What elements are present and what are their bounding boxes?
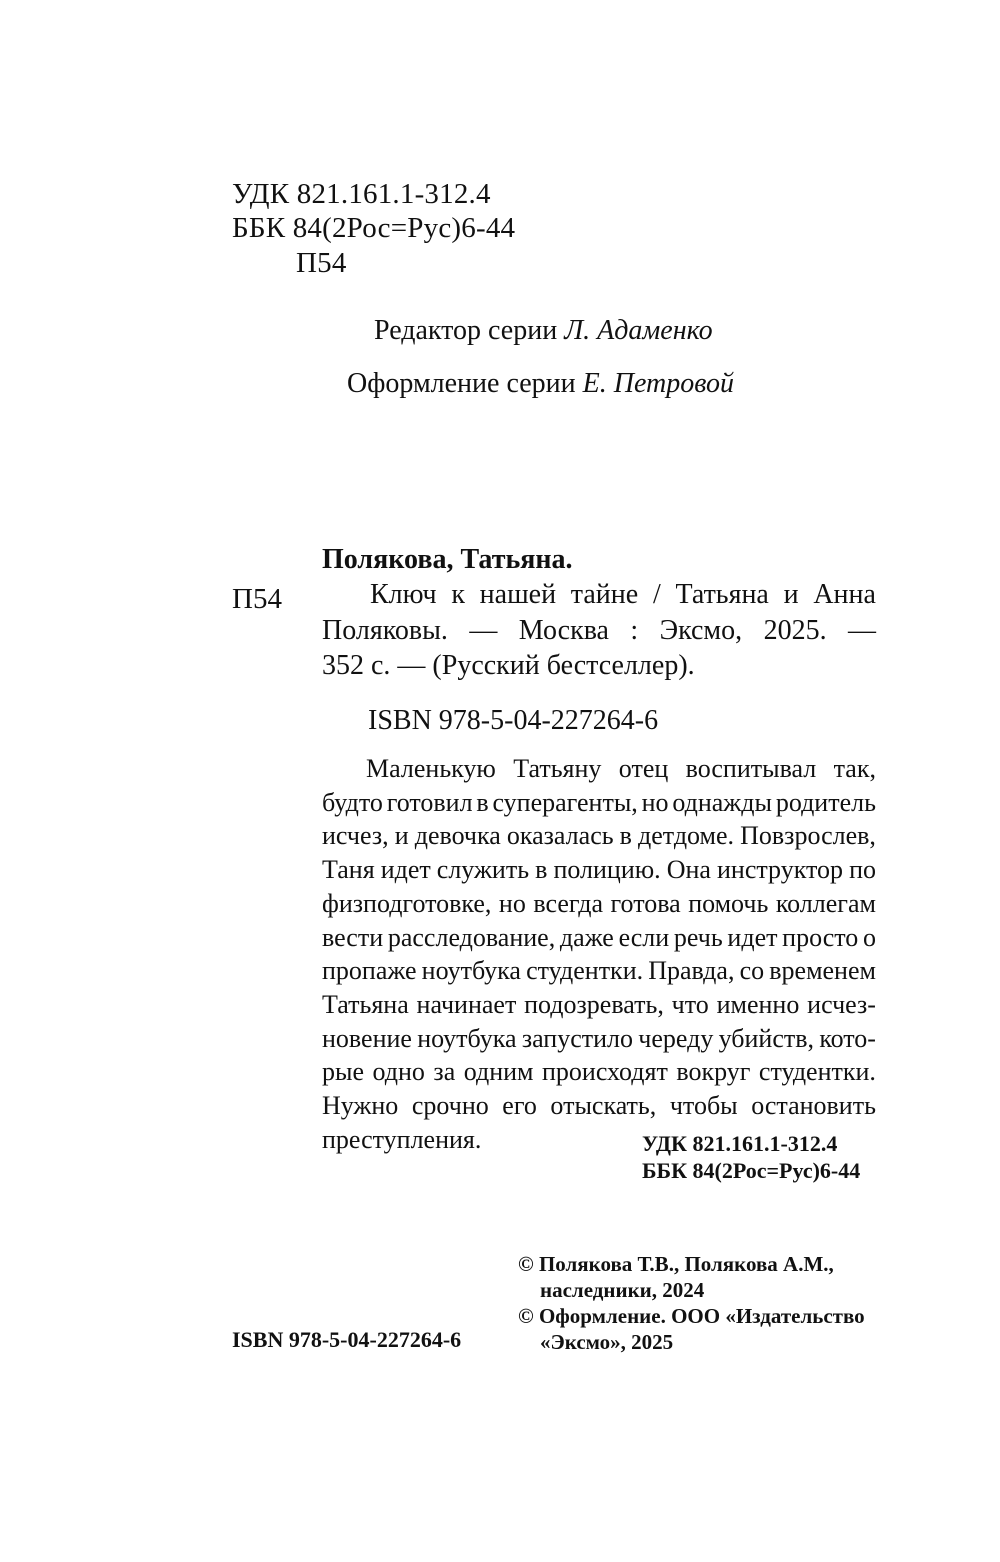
udk-code: УДК 821.161.1-312.4	[232, 178, 491, 210]
annotation-word: помочь	[688, 888, 769, 918]
annotation-word: речь	[673, 922, 723, 952]
annotation-word: и	[394, 821, 409, 851]
annotation-word: по	[849, 855, 876, 885]
annotation-line	[322, 1089, 876, 1123]
annotation-word: что	[671, 989, 709, 1019]
footer-bbk-code: ББК 84(2Рос=Рус)6-44	[642, 1158, 861, 1183]
annotation-word: кото-	[819, 1023, 876, 1053]
annotation-word: родитель	[775, 787, 876, 817]
title-line-3: 352 с. — (Русский бестселлер).	[322, 650, 695, 681]
annotation-word: инструктор	[717, 855, 844, 885]
annotation-word: воспитывал	[685, 754, 817, 783]
series-design-label: Оформление серии	[347, 368, 576, 399]
annotation-line	[322, 921, 876, 955]
annotation-line: преступления.	[322, 1124, 482, 1154]
series-editor	[374, 313, 713, 349]
annotation-word: пропаже	[322, 956, 417, 986]
annotation-word: просто	[782, 922, 859, 952]
copyright-line-3: © Оформление. ООО «Издательство	[518, 1304, 865, 1328]
annotation-word: в	[476, 787, 489, 817]
series-editor-label: Редактор серии	[374, 315, 558, 346]
annotation-word: вести	[322, 922, 384, 952]
copyright-line-4: «Эксмо», 2025	[540, 1330, 674, 1354]
annotation-word: запустило	[521, 1023, 634, 1053]
annotation-word: именно	[716, 989, 800, 1019]
annotation-word: детдоме.	[638, 821, 735, 851]
annotation-word: будто	[322, 787, 383, 817]
annotation-word: чтобы	[669, 1091, 738, 1121]
annotation-word: со	[739, 956, 765, 986]
footer-udk-code: УДК 821.161.1-312.4	[642, 1131, 838, 1156]
annotation-word: ноутбука	[421, 956, 521, 986]
copyright-line-1: © Полякова Т.В., Полякова А.М.,	[518, 1252, 834, 1276]
side-author-mark: П54	[232, 583, 282, 615]
annotation-word: убийств,	[718, 1023, 815, 1053]
annotation-line	[322, 786, 876, 820]
annotation-word: о	[863, 922, 876, 952]
series-design	[347, 366, 734, 402]
annotation-word: Татьяна	[322, 989, 409, 1019]
annotation-word: Повзрослев,	[740, 821, 876, 851]
bbk-code: ББК 84(2Рос=Рус)6-44	[232, 212, 516, 244]
annotation-word: одно	[372, 1057, 425, 1087]
author-heading: Полякова, Татьяна.	[322, 544, 573, 575]
title-line-2: Поляковы. — Москва : Эксмо, 2025. —	[322, 614, 876, 646]
annotation-word: идет	[380, 855, 431, 885]
annotation-word: служить	[436, 855, 530, 885]
annotation-word: исчез,	[322, 821, 389, 851]
annotation-word: однажды	[672, 787, 772, 817]
annotation-line	[322, 853, 876, 887]
copyright-line-2: наследники, 2024	[540, 1278, 705, 1302]
annotation-word: расследование,	[387, 922, 556, 952]
annotation-word: оказалась	[506, 821, 614, 851]
annotation-line	[322, 988, 876, 1022]
annotation-line	[322, 887, 876, 921]
annotation-word: остановить	[751, 1091, 876, 1121]
annotation-word: девочка	[414, 821, 501, 851]
annotation-word: Она	[666, 855, 711, 885]
annotation-word: одним	[463, 1057, 534, 1087]
annotation-word: вокруг	[676, 1057, 751, 1087]
annotation-word: начинает	[416, 989, 517, 1019]
annotation-word: но	[641, 787, 669, 817]
annotation-word: Таня	[322, 855, 375, 885]
annotation-word: Маленькую	[366, 754, 496, 783]
annotation-word: полицию.	[553, 855, 661, 885]
annotation-word: всегда	[533, 888, 604, 918]
series-design-name: Е. Петровой	[582, 368, 735, 399]
footer-isbn: ISBN 978-5-04-227264-6	[232, 1327, 462, 1352]
annotation-line	[322, 752, 876, 786]
annotation-word: временем	[769, 956, 876, 986]
annotation-word: так,	[833, 754, 876, 783]
annotation-line	[322, 1055, 876, 1089]
annotation-word: его	[502, 1091, 537, 1121]
annotation-word: но	[498, 888, 526, 918]
annotation-word: даже	[559, 922, 614, 952]
annotation-line	[322, 954, 876, 988]
annotation-word: Правда,	[648, 956, 735, 986]
annotation-word: за	[433, 1057, 456, 1087]
annotation-word: студентки.	[526, 956, 644, 986]
annotation-word: коллегам	[775, 888, 876, 918]
isbn-record: ISBN 978-5-04-227264-6	[368, 705, 659, 736]
annotation	[322, 752, 876, 1156]
annotation-word: исчез-	[807, 989, 876, 1019]
bibliographic-description	[322, 577, 876, 684]
annotation-word: студентки.	[758, 1057, 876, 1087]
annotation-word: рые	[322, 1057, 365, 1087]
annotation-word: Татьяну	[513, 754, 602, 783]
annotation-word: в	[619, 821, 632, 851]
annotation-word: череду	[638, 1023, 714, 1053]
annotation-word: физподготовке,	[322, 888, 492, 918]
annotation-word: происходят	[542, 1057, 668, 1087]
annotation-word: Нужно	[322, 1091, 399, 1121]
title-line-1: Ключ к нашей тайне / Татьяна и Анна	[370, 579, 876, 610]
annotation-word: готова	[610, 888, 681, 918]
annotation-word: суперагенты,	[492, 787, 638, 817]
annotation-word: идет	[727, 922, 778, 952]
annotation-word: готовил	[386, 787, 473, 817]
annotation-word: отыскать,	[550, 1091, 657, 1121]
series-editor-name: Л. Адаменко	[564, 315, 713, 346]
annotation-word: если	[618, 922, 670, 952]
annotation-line	[322, 819, 876, 853]
annotation-word: ноутбука	[417, 1023, 517, 1053]
annotation-word: подозревать,	[524, 989, 664, 1019]
annotation-word: новение	[322, 1023, 412, 1053]
annotation-word: в	[535, 855, 548, 885]
author-mark: П54	[296, 247, 347, 279]
annotation-word: срочно	[411, 1091, 489, 1121]
annotation-word: отец	[618, 754, 669, 783]
annotation-line	[322, 1022, 876, 1056]
